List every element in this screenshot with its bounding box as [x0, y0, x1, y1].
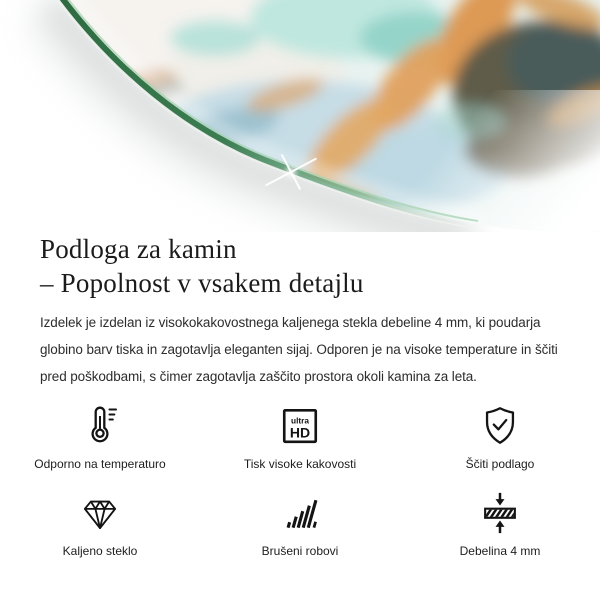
feature-tempered-glass: [0, 487, 200, 558]
feature-label: Kaljeno steklo: [62, 544, 138, 558]
ultra-hd-icon-text-bottom: HD: [289, 424, 311, 441]
product-description: Izdelek je izdelan iz visokokakovostnega kaljenega stekla debeline 4 mm, ki poudarja globino barv tiska in zagotavlja eleganten sijaj. Odporen je na visoke temperature in ščiti pred poškodbami, s čimer zagotavlja zaščito prostora okoli kamina za leta.: [40, 315, 558, 384]
ultra-hd-icon: [279, 405, 321, 447]
ultra-hd-icon-text-top: ultra: [291, 415, 309, 426]
page-title: [40, 232, 364, 300]
features-grid: [0, 400, 600, 558]
feature-label: Tisk visoke kakovosti: [243, 457, 357, 471]
thermometer-icon: [76, 402, 124, 450]
diamond-icon: [78, 491, 122, 535]
product-photo: [0, 0, 600, 232]
thickness-icon: [477, 490, 523, 536]
feature-print-quality: [200, 400, 400, 471]
title-line-1: Podloga za kamin: [40, 234, 237, 264]
polished-edges-icon: [278, 491, 322, 535]
title-line-2: – Popolnost v vsakem detajlu: [40, 268, 364, 298]
glass-panel-image: [0, 0, 600, 232]
feature-label: Debelina 4 mm: [459, 544, 541, 558]
shield-check-icon: [477, 403, 523, 449]
feature-protection: [400, 400, 600, 471]
feature-temperature: [0, 400, 200, 471]
feature-label: Brušeni robovi: [261, 544, 339, 558]
feature-label: Ščiti podlago: [465, 457, 535, 471]
feature-label: Odporno na temperaturo: [34, 457, 166, 471]
feature-thickness: [400, 487, 600, 558]
feature-polished-edges: [200, 487, 400, 558]
